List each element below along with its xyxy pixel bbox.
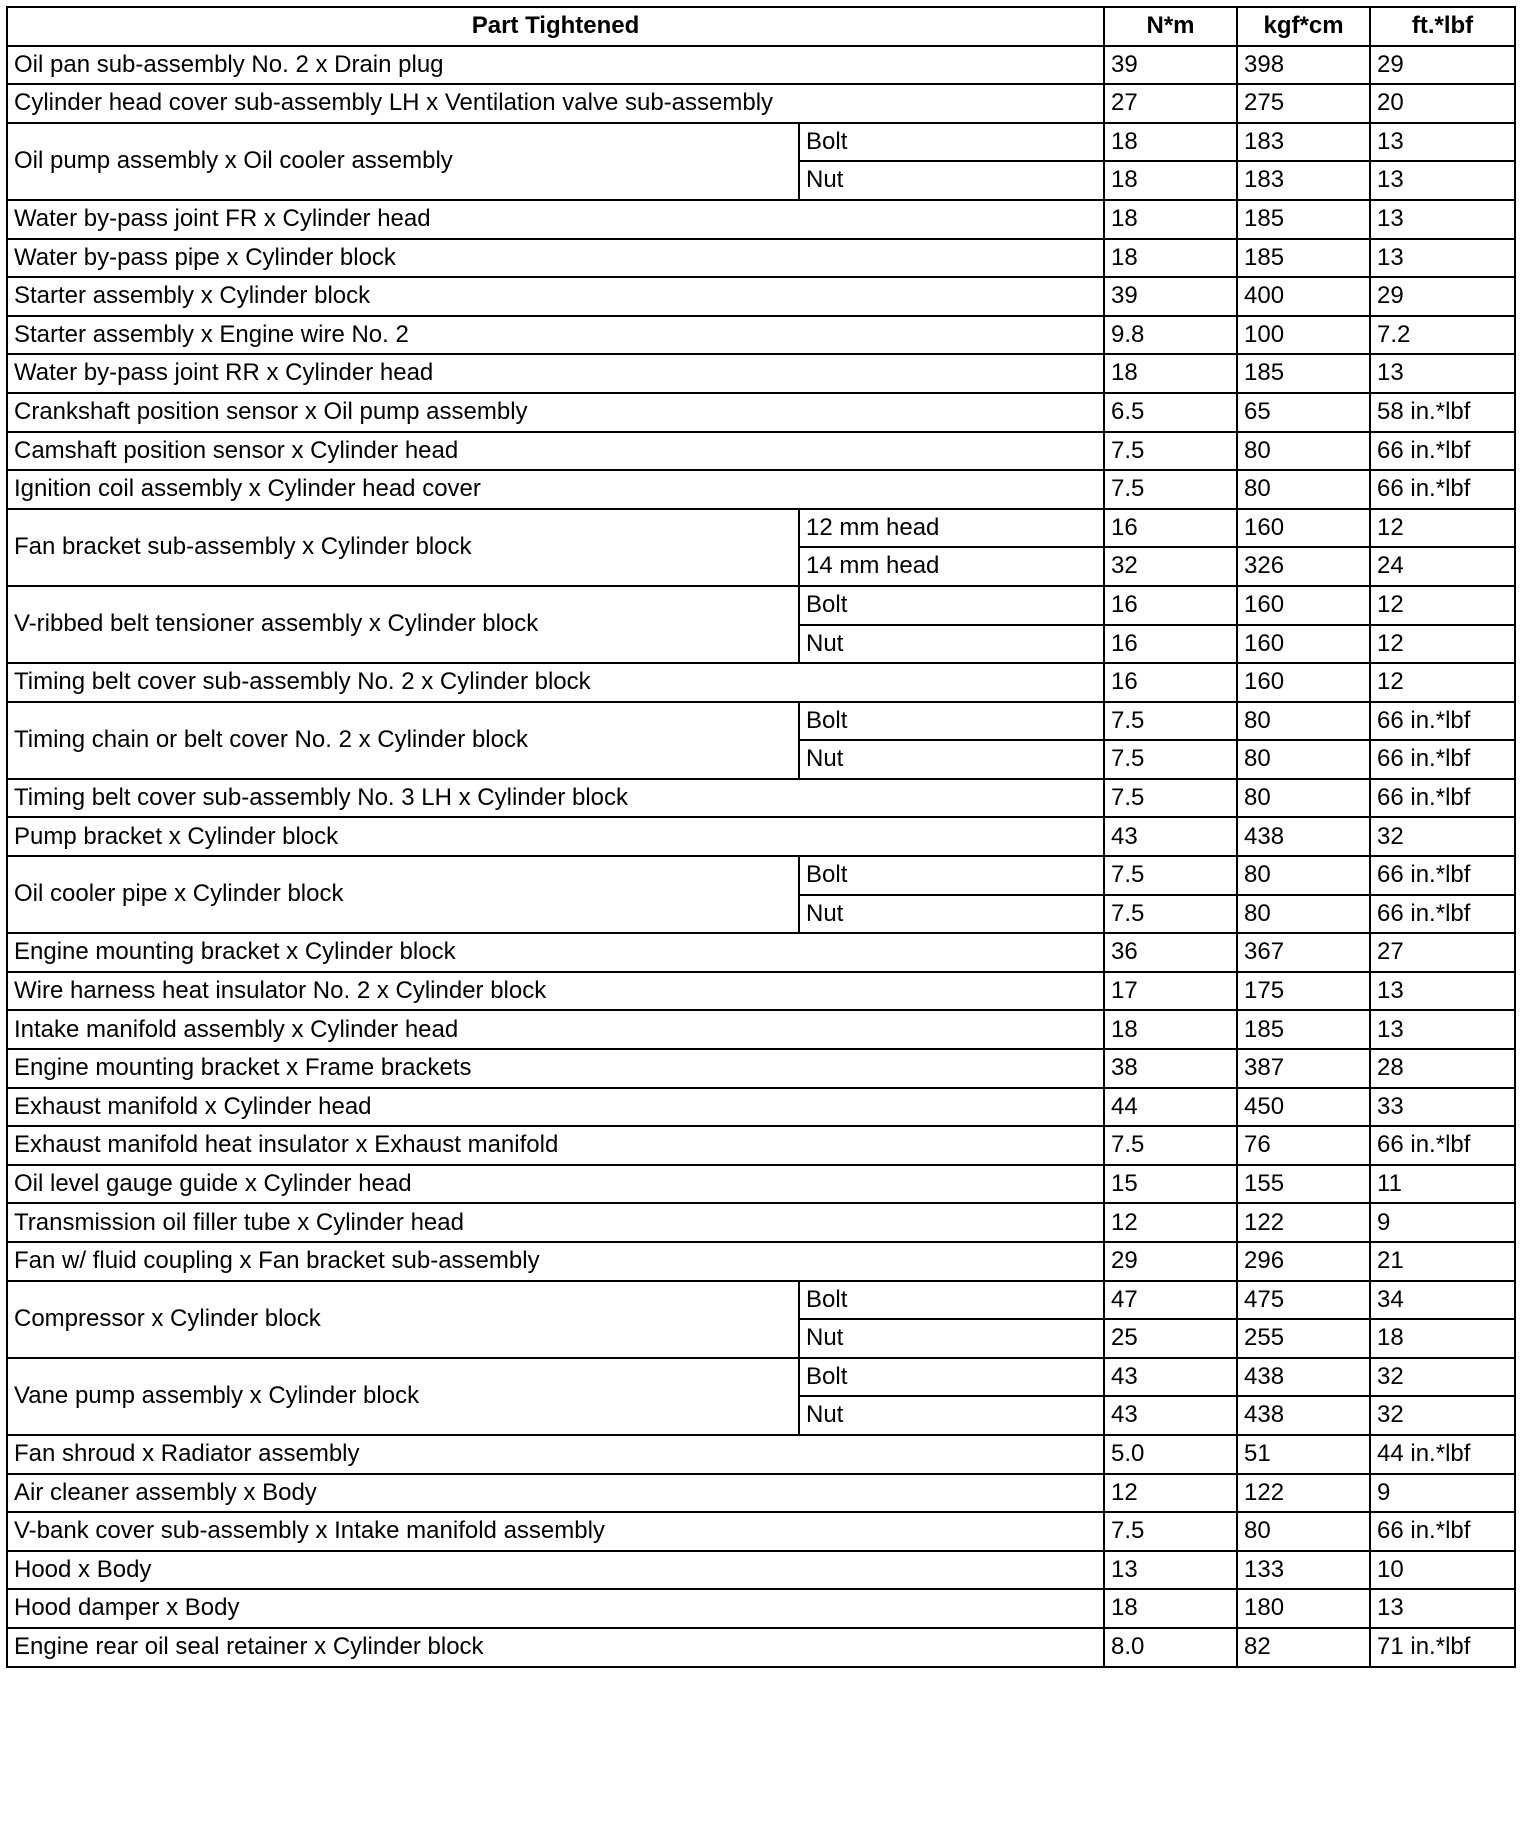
nm-cell: 18 [1104, 200, 1237, 239]
ftlbf-cell: 13 [1370, 354, 1515, 393]
ftlbf-cell: 29 [1370, 46, 1515, 85]
table-row [7, 702, 1515, 741]
ftlbf-cell: 21 [1370, 1242, 1515, 1281]
nm-cell: 25 [1104, 1319, 1237, 1358]
kgfcm-cell: 160 [1237, 625, 1370, 664]
ftlbf-cell: 12 [1370, 625, 1515, 664]
header-nm: N*m [1104, 7, 1237, 46]
kgfcm-cell: 160 [1237, 663, 1370, 702]
header-part-tightened: Part Tightened [7, 7, 1104, 46]
ftlbf-cell: 32 [1370, 1396, 1515, 1435]
table-row [7, 1512, 1515, 1551]
nm-cell: 16 [1104, 586, 1237, 625]
nm-cell: 18 [1104, 1589, 1237, 1628]
part-cell: Fan w/ fluid coupling x Fan bracket sub-assembly [7, 1242, 1104, 1281]
ftlbf-cell: 66 in.*lbf [1370, 432, 1515, 471]
kgfcm-cell: 185 [1237, 239, 1370, 278]
nm-cell: 7.5 [1104, 779, 1237, 818]
fastener-type-cell: Nut [799, 895, 1104, 934]
nm-cell: 29 [1104, 1242, 1237, 1281]
nm-cell: 47 [1104, 1281, 1237, 1320]
fastener-type-cell: Nut [799, 1396, 1104, 1435]
nm-cell: 43 [1104, 1358, 1237, 1397]
kgfcm-cell: 185 [1237, 354, 1370, 393]
ftlbf-cell: 58 in.*lbf [1370, 393, 1515, 432]
kgfcm-cell: 76 [1237, 1126, 1370, 1165]
kgfcm-cell: 438 [1237, 817, 1370, 856]
table-row [7, 1203, 1515, 1242]
fastener-type-cell: Nut [799, 740, 1104, 779]
table-row [7, 1088, 1515, 1127]
ftlbf-cell: 66 in.*lbf [1370, 856, 1515, 895]
nm-cell: 18 [1104, 239, 1237, 278]
fastener-type-cell: Bolt [799, 1281, 1104, 1320]
ftlbf-cell: 12 [1370, 509, 1515, 548]
ftlbf-cell: 28 [1370, 1049, 1515, 1088]
table-row [7, 509, 1515, 548]
table-row [7, 316, 1515, 355]
part-cell: Vane pump assembly x Cylinder block [7, 1358, 799, 1435]
nm-cell: 7.5 [1104, 702, 1237, 741]
ftlbf-cell: 29 [1370, 277, 1515, 316]
nm-cell: 7.5 [1104, 1512, 1237, 1551]
part-cell: Compressor x Cylinder block [7, 1281, 799, 1358]
kgfcm-cell: 65 [1237, 393, 1370, 432]
kgfcm-cell: 400 [1237, 277, 1370, 316]
part-cell: Crankshaft position sensor x Oil pump assembly [7, 393, 1104, 432]
part-cell: Transmission oil filler tube x Cylinder head [7, 1203, 1104, 1242]
kgfcm-cell: 80 [1237, 470, 1370, 509]
nm-cell: 43 [1104, 1396, 1237, 1435]
kgfcm-cell: 80 [1237, 702, 1370, 741]
table-body [7, 46, 1515, 1667]
nm-cell: 16 [1104, 625, 1237, 664]
nm-cell: 8.0 [1104, 1628, 1237, 1667]
kgfcm-cell: 275 [1237, 84, 1370, 123]
torque-specification-table [6, 6, 1516, 1668]
ftlbf-cell: 66 in.*lbf [1370, 470, 1515, 509]
table-row [7, 663, 1515, 702]
part-cell: Exhaust manifold x Cylinder head [7, 1088, 1104, 1127]
nm-cell: 18 [1104, 1010, 1237, 1049]
ftlbf-cell: 9 [1370, 1203, 1515, 1242]
kgfcm-cell: 80 [1237, 1512, 1370, 1551]
nm-cell: 16 [1104, 663, 1237, 702]
table-row [7, 1358, 1515, 1397]
kgfcm-cell: 122 [1237, 1203, 1370, 1242]
nm-cell: 9.8 [1104, 316, 1237, 355]
part-cell: Starter assembly x Cylinder block [7, 277, 1104, 316]
nm-cell: 27 [1104, 84, 1237, 123]
table-row [7, 123, 1515, 162]
nm-cell: 16 [1104, 509, 1237, 548]
part-cell: Engine rear oil seal retainer x Cylinder block [7, 1628, 1104, 1667]
fastener-type-cell: Nut [799, 1319, 1104, 1358]
fastener-type-cell: Bolt [799, 702, 1104, 741]
kgfcm-cell: 387 [1237, 1049, 1370, 1088]
nm-cell: 7.5 [1104, 895, 1237, 934]
table-row [7, 1242, 1515, 1281]
nm-cell: 15 [1104, 1165, 1237, 1204]
ftlbf-cell: 18 [1370, 1319, 1515, 1358]
nm-cell: 18 [1104, 123, 1237, 162]
part-cell: Water by-pass joint RR x Cylinder head [7, 354, 1104, 393]
kgfcm-cell: 296 [1237, 1242, 1370, 1281]
kgfcm-cell: 155 [1237, 1165, 1370, 1204]
nm-cell: 7.5 [1104, 432, 1237, 471]
ftlbf-cell: 32 [1370, 1358, 1515, 1397]
kgfcm-cell: 51 [1237, 1435, 1370, 1474]
ftlbf-cell: 27 [1370, 933, 1515, 972]
ftlbf-cell: 7.2 [1370, 316, 1515, 355]
kgfcm-cell: 185 [1237, 1010, 1370, 1049]
table-row [7, 817, 1515, 856]
ftlbf-cell: 66 in.*lbf [1370, 895, 1515, 934]
nm-cell: 7.5 [1104, 740, 1237, 779]
ftlbf-cell: 66 in.*lbf [1370, 702, 1515, 741]
part-cell: Timing belt cover sub-assembly No. 2 x Cylinder block [7, 663, 1104, 702]
ftlbf-cell: 66 in.*lbf [1370, 1512, 1515, 1551]
part-cell: Camshaft position sensor x Cylinder head [7, 432, 1104, 471]
part-cell: Water by-pass joint FR x Cylinder head [7, 200, 1104, 239]
ftlbf-cell: 34 [1370, 1281, 1515, 1320]
part-cell: Fan shroud x Radiator assembly [7, 1435, 1104, 1474]
part-cell: V-ribbed belt tensioner assembly x Cylinder block [7, 586, 799, 663]
kgfcm-cell: 450 [1237, 1088, 1370, 1127]
ftlbf-cell: 11 [1370, 1165, 1515, 1204]
kgfcm-cell: 180 [1237, 1589, 1370, 1628]
ftlbf-cell: 32 [1370, 817, 1515, 856]
part-cell: Oil pan sub-assembly No. 2 x Drain plug [7, 46, 1104, 85]
fastener-type-cell: Bolt [799, 856, 1104, 895]
part-cell: Cylinder head cover sub-assembly LH x Ventilation valve sub-assembly [7, 84, 1104, 123]
ftlbf-cell: 13 [1370, 239, 1515, 278]
part-cell: Engine mounting bracket x Frame brackets [7, 1049, 1104, 1088]
table-row [7, 393, 1515, 432]
part-cell: Oil cooler pipe x Cylinder block [7, 856, 799, 933]
part-cell: Engine mounting bracket x Cylinder block [7, 933, 1104, 972]
part-cell: Exhaust manifold heat insulator x Exhaust manifold [7, 1126, 1104, 1165]
table-row [7, 1049, 1515, 1088]
nm-cell: 18 [1104, 161, 1237, 200]
table-row [7, 1126, 1515, 1165]
table-row [7, 1628, 1515, 1667]
fastener-type-cell: Bolt [799, 586, 1104, 625]
ftlbf-cell: 33 [1370, 1088, 1515, 1127]
ftlbf-cell: 12 [1370, 663, 1515, 702]
table-row [7, 470, 1515, 509]
nm-cell: 43 [1104, 817, 1237, 856]
ftlbf-cell: 13 [1370, 161, 1515, 200]
ftlbf-cell: 13 [1370, 972, 1515, 1011]
kgfcm-cell: 82 [1237, 1628, 1370, 1667]
table-row [7, 239, 1515, 278]
fastener-type-cell: 14 mm head [799, 547, 1104, 586]
part-cell: Hood x Body [7, 1551, 1104, 1590]
nm-cell: 7.5 [1104, 856, 1237, 895]
kgfcm-cell: 133 [1237, 1551, 1370, 1590]
table-row [7, 432, 1515, 471]
kgfcm-cell: 80 [1237, 856, 1370, 895]
header-ftlbf: ft.*lbf [1370, 7, 1515, 46]
nm-cell: 7.5 [1104, 470, 1237, 509]
kgfcm-cell: 183 [1237, 161, 1370, 200]
part-cell: Oil level gauge guide x Cylinder head [7, 1165, 1104, 1204]
nm-cell: 32 [1104, 547, 1237, 586]
kgfcm-cell: 326 [1237, 547, 1370, 586]
part-cell: Air cleaner assembly x Body [7, 1474, 1104, 1513]
nm-cell: 44 [1104, 1088, 1237, 1127]
ftlbf-cell: 24 [1370, 547, 1515, 586]
nm-cell: 17 [1104, 972, 1237, 1011]
table-row [7, 1551, 1515, 1590]
table-row [7, 856, 1515, 895]
ftlbf-cell: 71 in.*lbf [1370, 1628, 1515, 1667]
fastener-type-cell: Nut [799, 161, 1104, 200]
kgfcm-cell: 438 [1237, 1396, 1370, 1435]
ftlbf-cell: 66 in.*lbf [1370, 779, 1515, 818]
fastener-type-cell: Nut [799, 625, 1104, 664]
table-row [7, 1474, 1515, 1513]
kgfcm-cell: 475 [1237, 1281, 1370, 1320]
kgfcm-cell: 100 [1237, 316, 1370, 355]
fastener-type-cell: Bolt [799, 1358, 1104, 1397]
nm-cell: 13 [1104, 1551, 1237, 1590]
nm-cell: 12 [1104, 1203, 1237, 1242]
table-row [7, 779, 1515, 818]
part-cell: Pump bracket x Cylinder block [7, 817, 1104, 856]
part-cell: Ignition coil assembly x Cylinder head cover [7, 470, 1104, 509]
part-cell: Hood damper x Body [7, 1589, 1104, 1628]
part-cell: Timing belt cover sub-assembly No. 3 LH x Cylinder block [7, 779, 1104, 818]
kgfcm-cell: 160 [1237, 586, 1370, 625]
nm-cell: 7.5 [1104, 1126, 1237, 1165]
table-row [7, 972, 1515, 1011]
kgfcm-cell: 122 [1237, 1474, 1370, 1513]
nm-cell: 5.0 [1104, 1435, 1237, 1474]
table-row [7, 1589, 1515, 1628]
part-cell: V-bank cover sub-assembly x Intake manifold assembly [7, 1512, 1104, 1551]
kgfcm-cell: 80 [1237, 779, 1370, 818]
kgfcm-cell: 398 [1237, 46, 1370, 85]
table-row [7, 84, 1515, 123]
table-row [7, 200, 1515, 239]
kgfcm-cell: 175 [1237, 972, 1370, 1011]
fastener-type-cell: Bolt [799, 123, 1104, 162]
fastener-type-cell: 12 mm head [799, 509, 1104, 548]
kgfcm-cell: 183 [1237, 123, 1370, 162]
nm-cell: 39 [1104, 46, 1237, 85]
table-row [7, 586, 1515, 625]
table-row [7, 354, 1515, 393]
kgfcm-cell: 160 [1237, 509, 1370, 548]
table-row [7, 277, 1515, 316]
table-row [7, 46, 1515, 85]
table-row [7, 1010, 1515, 1049]
ftlbf-cell: 13 [1370, 1010, 1515, 1049]
header-row [7, 7, 1515, 46]
part-cell: Oil pump assembly x Oil cooler assembly [7, 123, 799, 200]
kgfcm-cell: 80 [1237, 740, 1370, 779]
ftlbf-cell: 10 [1370, 1551, 1515, 1590]
part-cell: Wire harness heat insulator No. 2 x Cylinder block [7, 972, 1104, 1011]
table-row [7, 1281, 1515, 1320]
header-kgfcm: kgf*cm [1237, 7, 1370, 46]
table-row [7, 933, 1515, 972]
ftlbf-cell: 66 in.*lbf [1370, 1126, 1515, 1165]
table-row [7, 1165, 1515, 1204]
ftlbf-cell: 9 [1370, 1474, 1515, 1513]
ftlbf-cell: 12 [1370, 586, 1515, 625]
ftlbf-cell: 13 [1370, 123, 1515, 162]
ftlbf-cell: 44 in.*lbf [1370, 1435, 1515, 1474]
ftlbf-cell: 13 [1370, 200, 1515, 239]
kgfcm-cell: 367 [1237, 933, 1370, 972]
kgfcm-cell: 80 [1237, 895, 1370, 934]
part-cell: Timing chain or belt cover No. 2 x Cylinder block [7, 702, 799, 779]
nm-cell: 6.5 [1104, 393, 1237, 432]
kgfcm-cell: 438 [1237, 1358, 1370, 1397]
kgfcm-cell: 185 [1237, 200, 1370, 239]
part-cell: Water by-pass pipe x Cylinder block [7, 239, 1104, 278]
part-cell: Starter assembly x Engine wire No. 2 [7, 316, 1104, 355]
ftlbf-cell: 66 in.*lbf [1370, 740, 1515, 779]
nm-cell: 36 [1104, 933, 1237, 972]
nm-cell: 12 [1104, 1474, 1237, 1513]
nm-cell: 18 [1104, 354, 1237, 393]
ftlbf-cell: 20 [1370, 84, 1515, 123]
nm-cell: 39 [1104, 277, 1237, 316]
part-cell: Intake manifold assembly x Cylinder head [7, 1010, 1104, 1049]
kgfcm-cell: 255 [1237, 1319, 1370, 1358]
kgfcm-cell: 80 [1237, 432, 1370, 471]
ftlbf-cell: 13 [1370, 1589, 1515, 1628]
nm-cell: 38 [1104, 1049, 1237, 1088]
table-row [7, 1435, 1515, 1474]
part-cell: Fan bracket sub-assembly x Cylinder block [7, 509, 799, 586]
